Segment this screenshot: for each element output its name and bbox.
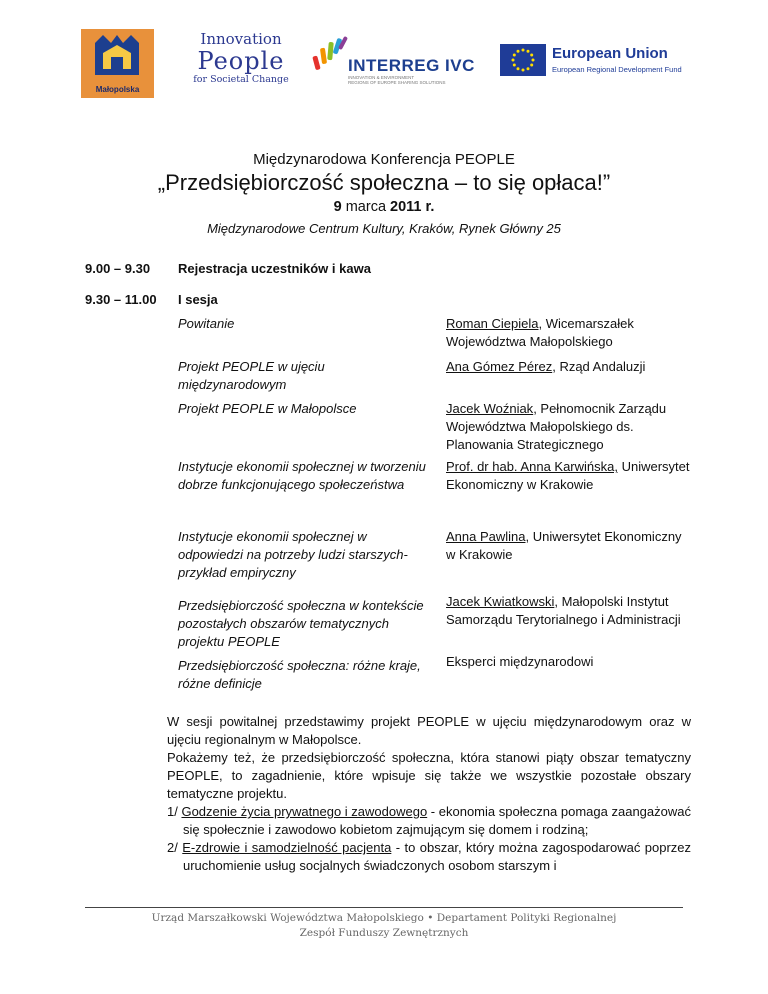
item-title: Godzenie życia prywatnego i zawodowego (181, 804, 428, 819)
interreg-sub1: INNOVATION & ENVIRONMENT (348, 75, 415, 80)
footer-divider (85, 907, 683, 908)
speaker-name: Roman Ciepiela (446, 316, 539, 331)
speaker-affiliation: , Pełnomocnik Zarządu Województwa Małopolskiego ds. Planowania Strategicznego (446, 401, 667, 452)
speaker-name: Ana Gómez Pérez (446, 359, 553, 374)
list-item (167, 803, 691, 839)
slot-title: Rejestracja uczestników i kawa (178, 261, 371, 276)
speaker-affiliation: Uniwersytet Ekonomiczny w Krakowie (446, 459, 690, 492)
speaker-affiliation: , Małopolski Instytut Samorządu Terytorialnego i Administracji (446, 594, 681, 627)
slot-time: 9.30 – 11.00 (85, 292, 157, 307)
interreg-brush-icon (312, 34, 348, 74)
agenda-speaker (446, 528, 691, 564)
footer (0, 911, 768, 941)
speaker-name: Anna Pawlina (446, 529, 526, 544)
eu-flag-icon (500, 44, 546, 76)
agenda-topic: Instytucje ekonomii społecznej w odpowiedzi na potrzeby ludzi starszych- przykład empiryczny (178, 529, 408, 580)
agenda-speaker (446, 400, 691, 454)
people-logo-line3: for Societal Change (193, 74, 289, 85)
item-text: - to obszar, który można zagospodarować poprzez uruchomienie usług socjalnych świadczonych osobom starszym i (183, 840, 692, 873)
innovation-people-logo (186, 30, 296, 96)
speaker-affiliation: , Uniwersytet Ekonomiczny w Krakowie (446, 529, 682, 562)
malopolska-logo (81, 29, 154, 98)
speaker-name: Prof. dr hab. Anna Karwińska, (446, 459, 618, 474)
footer-line2: Zespół Funduszy Zewnętrznych (299, 927, 469, 939)
eu-subtitle: European Regional Development Fund (552, 65, 682, 74)
agenda-speaker (446, 593, 691, 629)
item-text: - ekonomia społeczna pomaga zaangażować się społecznie i zawodowo kobietom zajmującym się domem i rodziną; (183, 804, 691, 837)
speaker-affiliation: , Rząd Andaluzji (552, 359, 646, 374)
date-day: 9 (333, 199, 342, 215)
conference-venue: Międzynarodowe Centrum Kultury, Kraków, Rynek Główny 25 (207, 221, 561, 236)
paragraph: Pokażemy też, że przedsiębiorczość społeczna, która stanowi piąty obszar tematyczny PEOPLE, to zagadnienie, które wpisuje się także we wszystkie pozostałe obszary tematyczne projektu. (167, 750, 691, 801)
item-title: E-zdrowie i samodzielność pacjenta (182, 840, 392, 855)
interreg-sub2: REGIONS OF EUROPE SHARING SOLUTIONS (348, 80, 446, 85)
session-description (167, 713, 691, 875)
agenda-speaker (446, 653, 691, 671)
eu-title: European Union (552, 45, 668, 62)
malopolska-emblem-icon (81, 29, 154, 85)
agenda-topic: Projekt PEOPLE w ujęciu międzynarodowym (178, 359, 325, 392)
speaker-affiliation: Eksperci międzynarodowi (446, 654, 594, 669)
interreg-logo (312, 34, 488, 90)
date-year: 2011 r. (390, 199, 435, 215)
slot-time: 9.00 – 9.30 (85, 261, 151, 276)
speaker-name: Jacek Kwiatkowski (446, 594, 555, 609)
speaker-name: Jacek Woźniak (446, 401, 534, 416)
european-union-logo (500, 43, 682, 78)
agenda-topic: Przedsiębiorczość społeczna w kontekście pozostałych obszarów tematycznych projektu PEOPLE (178, 598, 424, 649)
interreg-name: INTERREG IVC (348, 56, 475, 75)
agenda-speaker (446, 358, 691, 376)
people-logo-line1: Innovation (200, 30, 282, 48)
agenda-speaker (446, 315, 691, 351)
interreg-subtitle (348, 75, 488, 85)
agenda-speaker (446, 458, 691, 494)
item-number: 2/ (167, 840, 183, 855)
footer-line1: Urząd Marszałkowski Województwa Małopolskiego • Departament Polityki Regionalnej (151, 912, 617, 924)
conference-title: „Przedsiębiorczość społeczna – to się opłaca!” (157, 170, 611, 195)
people-logo-line2: People (197, 47, 285, 75)
agenda-topic: Projekt PEOPLE w Małopolsce (178, 401, 357, 416)
date-month: marca (341, 199, 391, 215)
speaker-affiliation: , Wicemarszałek Województwa Małopolskiego (446, 316, 634, 349)
agenda-topic: Instytucje ekonomii społecznej w tworzeniu dobrze funkcjonującego społeczeństwa (178, 459, 426, 492)
item-number: 1/ (167, 804, 182, 819)
malopolska-label: Małopolska (95, 85, 140, 94)
paragraph: W sesji powitalnej przedstawimy projekt PEOPLE w ujęciu międzynarodowym oraz w ujęciu regionalnym w Małopolsce. (167, 714, 691, 747)
agenda-topic: Powitanie (178, 316, 235, 331)
list-item (167, 839, 691, 875)
conference-date (0, 199, 768, 215)
conference-name: Międzynarodowa Konferencja PEOPLE (253, 151, 515, 168)
agenda-topic: Przedsiębiorczość społeczna: różne kraje, różne definicje (178, 658, 421, 691)
slot-title: I sesja (178, 292, 218, 307)
